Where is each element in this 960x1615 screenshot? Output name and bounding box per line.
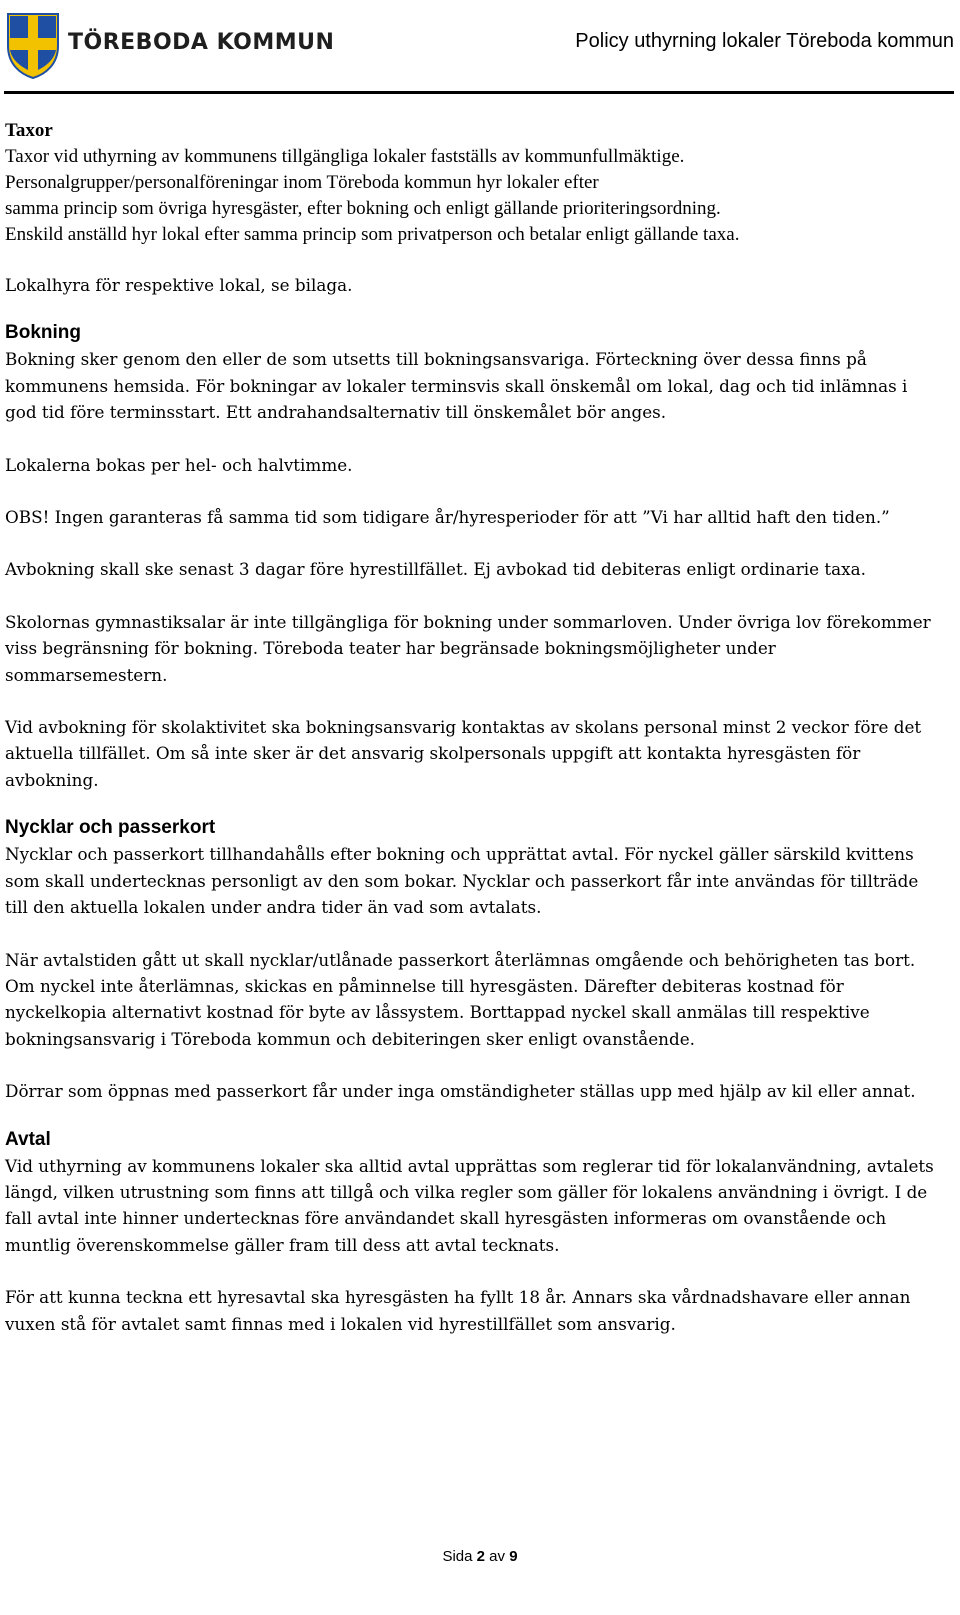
- section-avtal: [5, 1127, 940, 1337]
- taxor-line-3: samma princip som övriga hyresgäster, efter bokning och enligt gällande prioriteringsordning.: [5, 198, 721, 219]
- section-taxor: [5, 118, 940, 298]
- nycklar-paragraph-1: Nycklar och passerkort tillhandahålls efter bokning och upprättat avtal. För nyckel gäller särskild kvittens som skall undertecknas personligt av den som bokar. Nycklar och passerkort får inte användas för tillträde till den aktuella lokalen under andra tider än vad som avtalats.: [5, 844, 919, 918]
- avtal-paragraph-2: För att kunna teckna ett hyresavtal ska hyresgästen ha fyllt 18 år. Annars ska vårdnadshavare eller annan vuxen stå för avtalet samt finnas med i lokalen vid hyrestillfället som ansvarig.: [5, 1287, 911, 1334]
- document-title: Policy uthyrning lokaler Töreboda kommun: [575, 30, 954, 52]
- bokning-paragraph-1: Bokning sker genom den eller de som utsetts till bokningsansvariga. Förteckning över dessa finns på kommunens hemsida. För bokningar av lokaler terminsvis skall önskemål om lokal, dag och tid inlämnas i god tid före terminsstart. Ett andrahandsalternativ till önskemålet bör anges.: [5, 349, 908, 423]
- section-heading-nycklar: Nycklar och passerkort: [5, 817, 216, 839]
- avtal-paragraph-1: Vid uthyrning av kommunens lokaler ska alltid avtal upprättas som reglerar tid för lokalanvändning, avtalets längd, vilken utrustning som finns att tillgå och vilka regler som gäller för lokalens användning i övrigt. I de fall avtal inte hinner undertecknas före användandet skall hyresgästen informeras om ovanstående och muntlig överenskommelse gäller fram till dess att avtal tecknats.: [5, 1155, 934, 1255]
- bokning-paragraph-2: Lokalerna bokas per hel- och halvtimme.: [5, 454, 353, 475]
- nycklar-paragraph-2: När avtalstiden gått ut skall nycklar/utlånade passerkort återlämnas omgående och behörigheten tas bort. Om nyckel inte återlämnas, skickas en påminnelse till hyresgästen. Därefter debiteras kostnad för nyckelkopia alternativt kostnad för byte av låssystem. Borttappad nyckel skall anmälas till respektive bokningsansvarig i Töreboda kommun och debiteringen sker enligt ovanstående.: [5, 949, 916, 1049]
- section-heading-taxor: Taxor: [5, 120, 53, 141]
- bokning-paragraph-3: OBS! Ingen garanteras få samma tid som tidigare år/hyresperioder för att ”Vi har alltid haft den tiden.”: [5, 507, 890, 528]
- section-nycklar: [5, 815, 940, 1104]
- section-heading-bokning: Bokning: [5, 322, 81, 344]
- header-divider: [4, 91, 954, 94]
- taxor-line-4: Enskild anställd hyr lokal efter samma princip som privatperson och betalar enligt gällande taxa.: [5, 224, 740, 245]
- municipality-shield-logo: [6, 12, 60, 80]
- total-page-count: 9: [509, 1548, 518, 1565]
- page-header: [0, 0, 960, 95]
- page-label: Sida: [442, 1548, 473, 1565]
- organization-name: TÖREBODA KOMMUN: [68, 30, 335, 55]
- nycklar-paragraph-3: Dörrar som öppnas med passerkort får under inga omständigheter ställas upp med hjälp av kil eller annat.: [5, 1081, 916, 1102]
- document-body: [5, 118, 940, 1337]
- section-heading-avtal: Avtal: [5, 1128, 51, 1150]
- bokning-paragraph-5: Skolornas gymnastiksalar är inte tillgängliga för bokning under sommarloven. Under övriga lov förekommer viss begränsning för bokning. Töreboda teater har begränsade bokningsmöjligheter under sommarsemestern.: [5, 611, 931, 685]
- taxor-line-2: Personalgrupper/personalföreningar inom Töreboda kommun hyr lokaler efter: [5, 172, 599, 193]
- current-page-number: 2: [476, 1548, 485, 1565]
- section-bokning: [5, 320, 940, 793]
- page-of-label: av: [489, 1548, 506, 1565]
- bokning-paragraph-4: Avbokning skall ske senast 3 dagar före hyrestillfället. Ej avbokad tid debiteras enligt ordinarie taxa.: [5, 559, 866, 580]
- taxor-paragraph-2: Lokalhyra för respektive lokal, se bilaga.: [5, 275, 353, 295]
- page-footer: [0, 1548, 960, 1565]
- bokning-paragraph-6: Vid avbokning för skolaktivitet ska bokningsansvarig kontaktas av skolans personal minst 2 veckor före det aktuella tillfället. Om så inte sker är det ansvarig skolpersonals uppgift att kontakta hyresgästen för avbokning.: [5, 717, 922, 790]
- taxor-line-1: Taxor vid uthyrning av kommunens tillgängliga lokaler fastställs av kommunfullmäktige.: [5, 146, 685, 167]
